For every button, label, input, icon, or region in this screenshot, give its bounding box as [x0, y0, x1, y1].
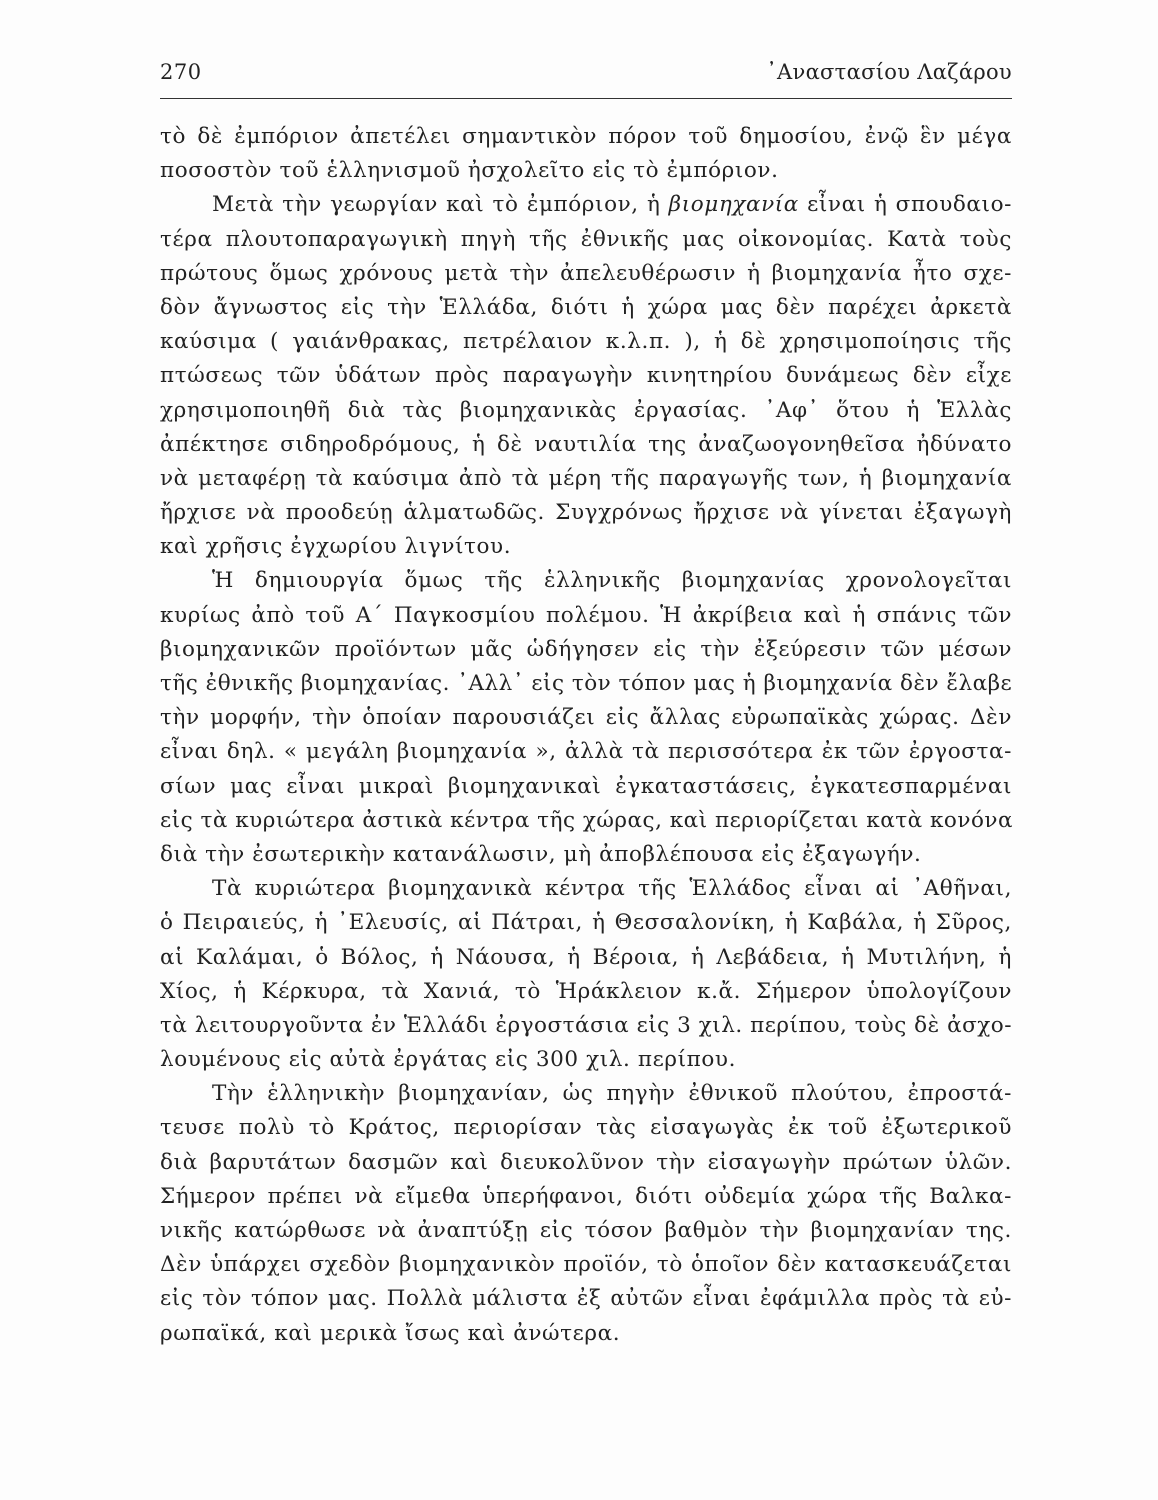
page-header [160, 60, 1012, 99]
text-line: λουμένους εἰς αὐτὰ ἐργάτας εἰς 300 χιλ. περίπου. [160, 1047, 737, 1073]
text-line: Σήμερον πρέπει νὰ εἴμεθα ὑπερήφανοι, διότι οὐδεμία χώρα τῆς Βαλκα- [160, 1183, 1012, 1209]
text-line: εἰς τὰ κυριώτερα ἀστικὰ κέντρα τῆς χώρας, καὶ περιορίζεται κατὰ κονόνα [160, 807, 1013, 833]
text-line: νὰ μεταφέρῃ τὰ καύσιμα ἀπὸ τὰ μέρη τῆς παραγωγῆς των, ἡ βιομηχανία [160, 465, 1012, 491]
text-line: Χίος, ἡ Κέρκυρα, τὰ Χανιά, τὸ Ἡράκλειον κ.ἄ. Σήμερον ὑπολογίζουν [160, 978, 1012, 1004]
text-line: σίων μας εἶναι μικραὶ βιομηχανικαὶ ἐγκαταστάσεις, ἐγκατεσπαρμέναι [160, 773, 1012, 799]
text-line: πτώσεως τῶν ὑδάτων πρὸς παραγωγὴν κινητηρίου δυνάμεως δὲν εἶχε [160, 363, 1012, 389]
text-line [160, 188, 1012, 222]
text-line: τὴν μορφήν, τὴν ὁποίαν παρουσιάζει εἰς ἄλλας εὐρωπαϊκὰς χώρας. Δὲν [160, 705, 1012, 731]
text-line: τὸ δὲ ἐμπόριον ἀπετέλει σημαντικὸν πόρον τοῦ δημοσίου, ἐνῷ ἓν μέγα [160, 124, 1012, 149]
text-line: ὁ Πειραιεύς, ἡ ᾽Ελευσίς, αἱ Πάτραι, ἡ Θεσσαλονίκη, ἡ Καβάλα, ἡ Σῦρος, [160, 910, 1012, 936]
text-line: ἤρχισε νὰ προοδεύῃ ἁλματωδῶς. Συγχρόνως ἤρχισε νὰ γίνεται ἐξαγωγὴ [160, 500, 1012, 526]
running-head: ᾽Αναστασίου Λαζάρου [766, 60, 1012, 84]
text-line: ἀπέκτησε σιδηροδρόμους, ἡ δὲ ναυτιλία της ἀναζωογονηθεῖσα ἠδύνατο [160, 431, 1012, 457]
text-line: κυρίως ἀπὸ τοῦ Α´ Παγκοσμίου πολέμου. Ἡ ἀκρίβεια καὶ ἡ σπάνις τῶν [160, 602, 1012, 628]
text-line: ρωπαϊκά, καὶ μερικὰ ἴσως καὶ ἀνώτερα. [160, 1320, 621, 1346]
text-line: νικῆς κατώρθωσε νὰ ἀναπτύξῃ εἰς τόσον βαθμὸν τὴν βιομηχανίαν της. [160, 1218, 1012, 1243]
text-line: Δὲν ὑπάρχει σχεδὸν βιομηχανικὸν προϊόν, τὸ ὁποῖον δὲν κατασκευάζεται [160, 1252, 1012, 1278]
paragraph-1 [160, 120, 1012, 188]
text-line: τῆς ἐθνικῆς βιομηχανίας. ᾽Αλλ᾽ εἰς τὸν τόπον μας ἡ βιομηχανία δὲν ἔλαβε [160, 671, 1013, 696]
text-line: Ἡ δημιουργία ὅμως τῆς ἑλληνικῆς βιομηχανίας χρονολογεῖται [212, 568, 1012, 594]
emphasized-term: βιομηχανία [668, 192, 799, 218]
paragraph-4 [160, 872, 1012, 1077]
text-line: δὸν ἄγνωστος εἰς τὴν Ἑλλάδα, διότι ἡ χώρα μας δὲν παρέχει ἀρκετὰ [160, 294, 1012, 320]
text-line: ποσοστὸν τοῦ ἑλληνισμοῦ ἠσχολεῖτο εἰς τὸ ἐμπόριον. [160, 158, 779, 184]
text-line: χρησιμοποιηθῆ διὰ τὰς βιομηχανικὰς ἐργασίας. ᾽Αφ᾽ ὅτου ἡ Ἑλλὰς [160, 397, 1012, 423]
paragraph-5 [160, 1077, 1012, 1351]
page-number: 270 [160, 60, 202, 84]
text-line: εἶναι δηλ. « μεγάλη βιομηχανία », ἀλλὰ τὰ περισσότερα ἐκ τῶν ἐργοστα- [160, 739, 1012, 765]
text-line: καὶ χρῆσις ἐγχωρίου λιγνίτου. [160, 534, 512, 560]
text-line: τέρα πλουτοπαραγωγικὴ πηγὴ τῆς ἐθνικῆς μας οἰκονομίας. Κατὰ τοὺς [160, 226, 1012, 252]
text-line: βιομηχανικῶν προϊόντων μᾶς ὡδήγησεν εἰς τὴν ἐξεύρεσιν τῶν μέσων [160, 636, 1012, 662]
text-line: πρώτους ὅμως χρόνους μετὰ τὴν ἀπελευθέρωσιν ἡ βιομηχανία ἦτο σχε- [160, 260, 1012, 286]
text-line: Τὰ κυριώτερα βιομηχανικὰ κέντρα τῆς Ἑλλάδος εἶναι αἱ ᾽Αθῆναι, [212, 876, 1012, 902]
paragraph-2 [160, 188, 1012, 564]
text-line: καύσιμα ( γαιάνθρακας, πετρέλαιον κ.λ.π. ), ἡ δὲ χρησιμοποίησις τῆς [160, 329, 1012, 355]
text-line: αἱ Καλάμαι, ὁ Βόλος, ἡ Νάουσα, ἡ Βέροια, ἡ Λεβάδεια, ἡ Μυτιλήνη, ἡ [160, 944, 1012, 970]
text-segment: εἶναι ἡ σπουδαιο- [807, 192, 1012, 218]
text-line: τευσε πολὺ τὸ Κράτος, περιορίσαν τὰς εἰσαγωγὰς ἐκ τοῦ ἐξωτερικοῦ [160, 1115, 1012, 1141]
body-text [160, 120, 1012, 1351]
text-segment: Μετὰ τὴν γεωργίαν καὶ τὸ ἐμπόριον, ἡ [212, 192, 661, 218]
text-line: εἰς τὸν τόπον μας. Πολλὰ μάλιστα ἐξ αὐτῶν εἶναι ἐφάμιλλα πρὸς τὰ εὐ- [160, 1286, 1012, 1312]
text-line: τὰ λειτουργοῦντα ἐν Ἑλλάδι ἐργοστάσια εἰς 3 χιλ. περίπου, τοὺς δὲ ἀσχο- [160, 1012, 1012, 1038]
text-line: διὰ τὴν ἐσωτερικὴν κατανάλωσιν, μὴ ἀποβλέπουσα εἰς ἐξαγωγήν. [160, 841, 922, 867]
text-line: διὰ βαρυτάτων δασμῶν καὶ διευκολῦνον τὴν εἰσαγωγὴν πρώτων ὑλῶν. [160, 1149, 1012, 1175]
text-line: Τὴν ἑλληνικὴν βιομηχανίαν, ὡς πηγὴν ἐθνικοῦ πλούτου, ἐπροστά- [212, 1081, 1012, 1107]
paragraph-3 [160, 564, 1012, 872]
